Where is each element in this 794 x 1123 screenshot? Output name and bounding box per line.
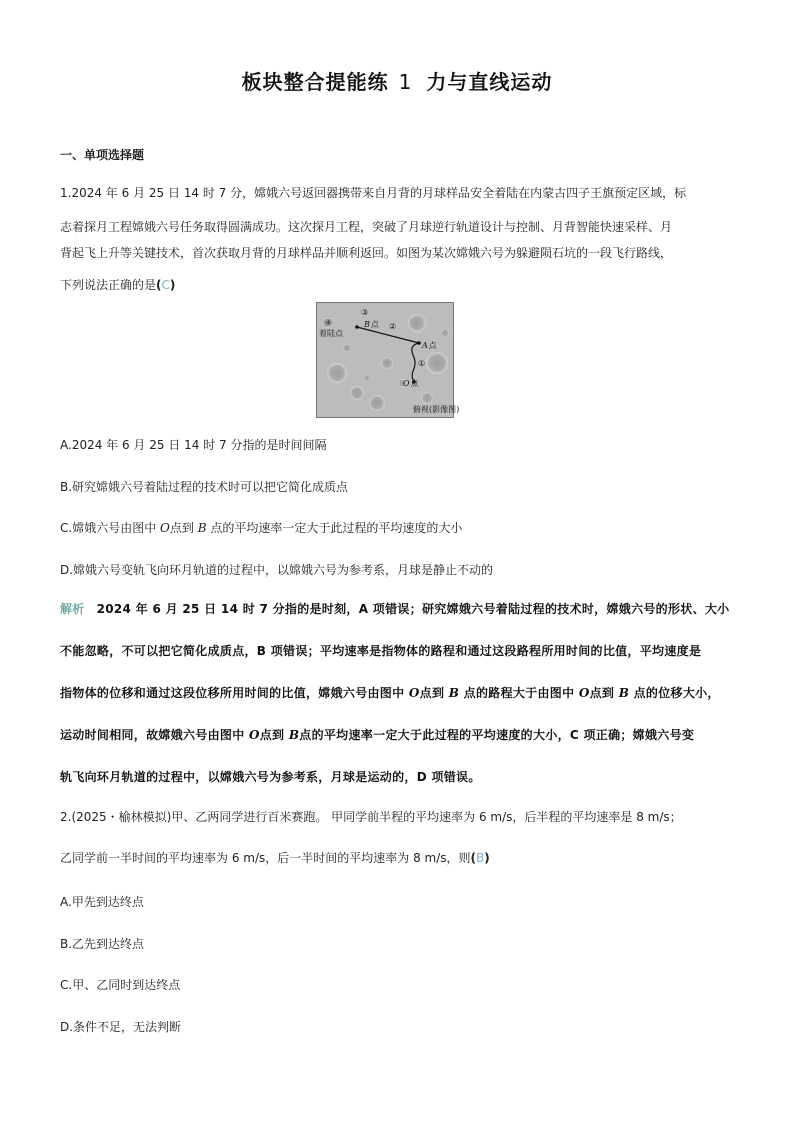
label-landing-point: 着陆点 xyxy=(319,329,343,338)
lunar-map-figure xyxy=(316,302,460,418)
q2-option-b: B.乙先到达终点 xyxy=(60,937,145,951)
label-a: A xyxy=(422,341,428,350)
q2-option-c: C.甲、乙同时到达终点 xyxy=(60,978,181,992)
analysis-tag: 解析 xyxy=(60,602,85,616)
q1-option-b: B.研究嫦娥六号着陆过程的技术时可以把它简化成质点 xyxy=(60,480,349,494)
label-b: B xyxy=(364,320,370,329)
label-2: ② xyxy=(389,322,397,331)
label-o: O xyxy=(403,379,410,388)
svg-text:O点: O点 xyxy=(403,379,419,388)
q1-option-a: A.2024 年 6 月 25 日 14 时 7 分指的是时间间隔 xyxy=(60,438,327,452)
q1-option-c: C.嫦娥六号由图中 O点到 B 点的平均速率一定大于此过程的平均速度的大小 xyxy=(60,521,463,535)
question-2-stem: 2.(2025・榆林模拟)甲、乙两同学进行百米赛跑。 甲同学前半程的平均速率为 6 m/s，后半程的平均速率是 8 m/s； 乙同学前一半时间的平均速率为 6 m/s，后一半时间的平均速率为 8 m/s，则(B) xyxy=(60,810,682,865)
question-1-stem: 1.2024 年 6 月 25 日 14 时 7 分，嫦娥六号返回器携带来自月背的月球样品安全着陆在内蒙古四子王旗预定区域，标 志着探月工程嫦娥六号任务取得圆满成功。这次探月工程，突破了月球逆行轨道设计与控制、月背智能快速采样、月 背起飞上升等关键技术，首次获取月背的月球样品并顺利返回。如图为某次嫦娥六号为躲避陨石坑的一段飞行路线， 下列说法正确的是(C) xyxy=(60,186,687,292)
section-heading: 一、单项选择题 xyxy=(60,148,145,162)
answer-1: C xyxy=(161,278,170,292)
figure-caption: 俯视(影像图) xyxy=(413,405,460,414)
q1-option-d: D.嫦娥六号变轨飞向环月轨道的过程中，以嫦娥六号为参考系，月球是静止不动的 xyxy=(60,563,494,577)
svg-text:A点: A点 xyxy=(422,341,437,350)
answer-2: B xyxy=(475,851,485,865)
q2-option-a: A.甲先到达终点 xyxy=(60,895,144,909)
page-title: 板块整合提能练 1 力与直线运动 xyxy=(241,70,553,94)
q2-option-d: D.条件不足，无法判断 xyxy=(60,1020,182,1034)
label-3: ③ xyxy=(361,308,369,317)
q1-analysis: 解析 2024 年 6 月 25 日 14 时 7 分指的是时刻，A 项错误；研究嫦娥六号着陆过程的技术时，嫦娥六号的形状、大小 不能忽略，不可以把它简化成质点，B 项错误；平均速率是指物体的路程和通过这段路程所用时间的比值，平均速度是 指物体的位移和通过这段位移所用时间的比值，嫦娥六号由图中 O点到 B 点的路程大于由图中 O点到 B 点的位移大小， 运动时间相同，故嫦娥六号由图中 O点到 B点的平均速率一定大于此过程的平均速度的大小，C 项正确；嫦娥六号变 轨飞向环月轨道的过程中，以嫦娥六号为参考系，月球是运动的，D 项错误。 xyxy=(60,602,730,784)
svg-text:B点: B点 xyxy=(364,320,379,329)
label-4: ④ xyxy=(325,318,333,327)
label-1: ① xyxy=(418,359,426,368)
